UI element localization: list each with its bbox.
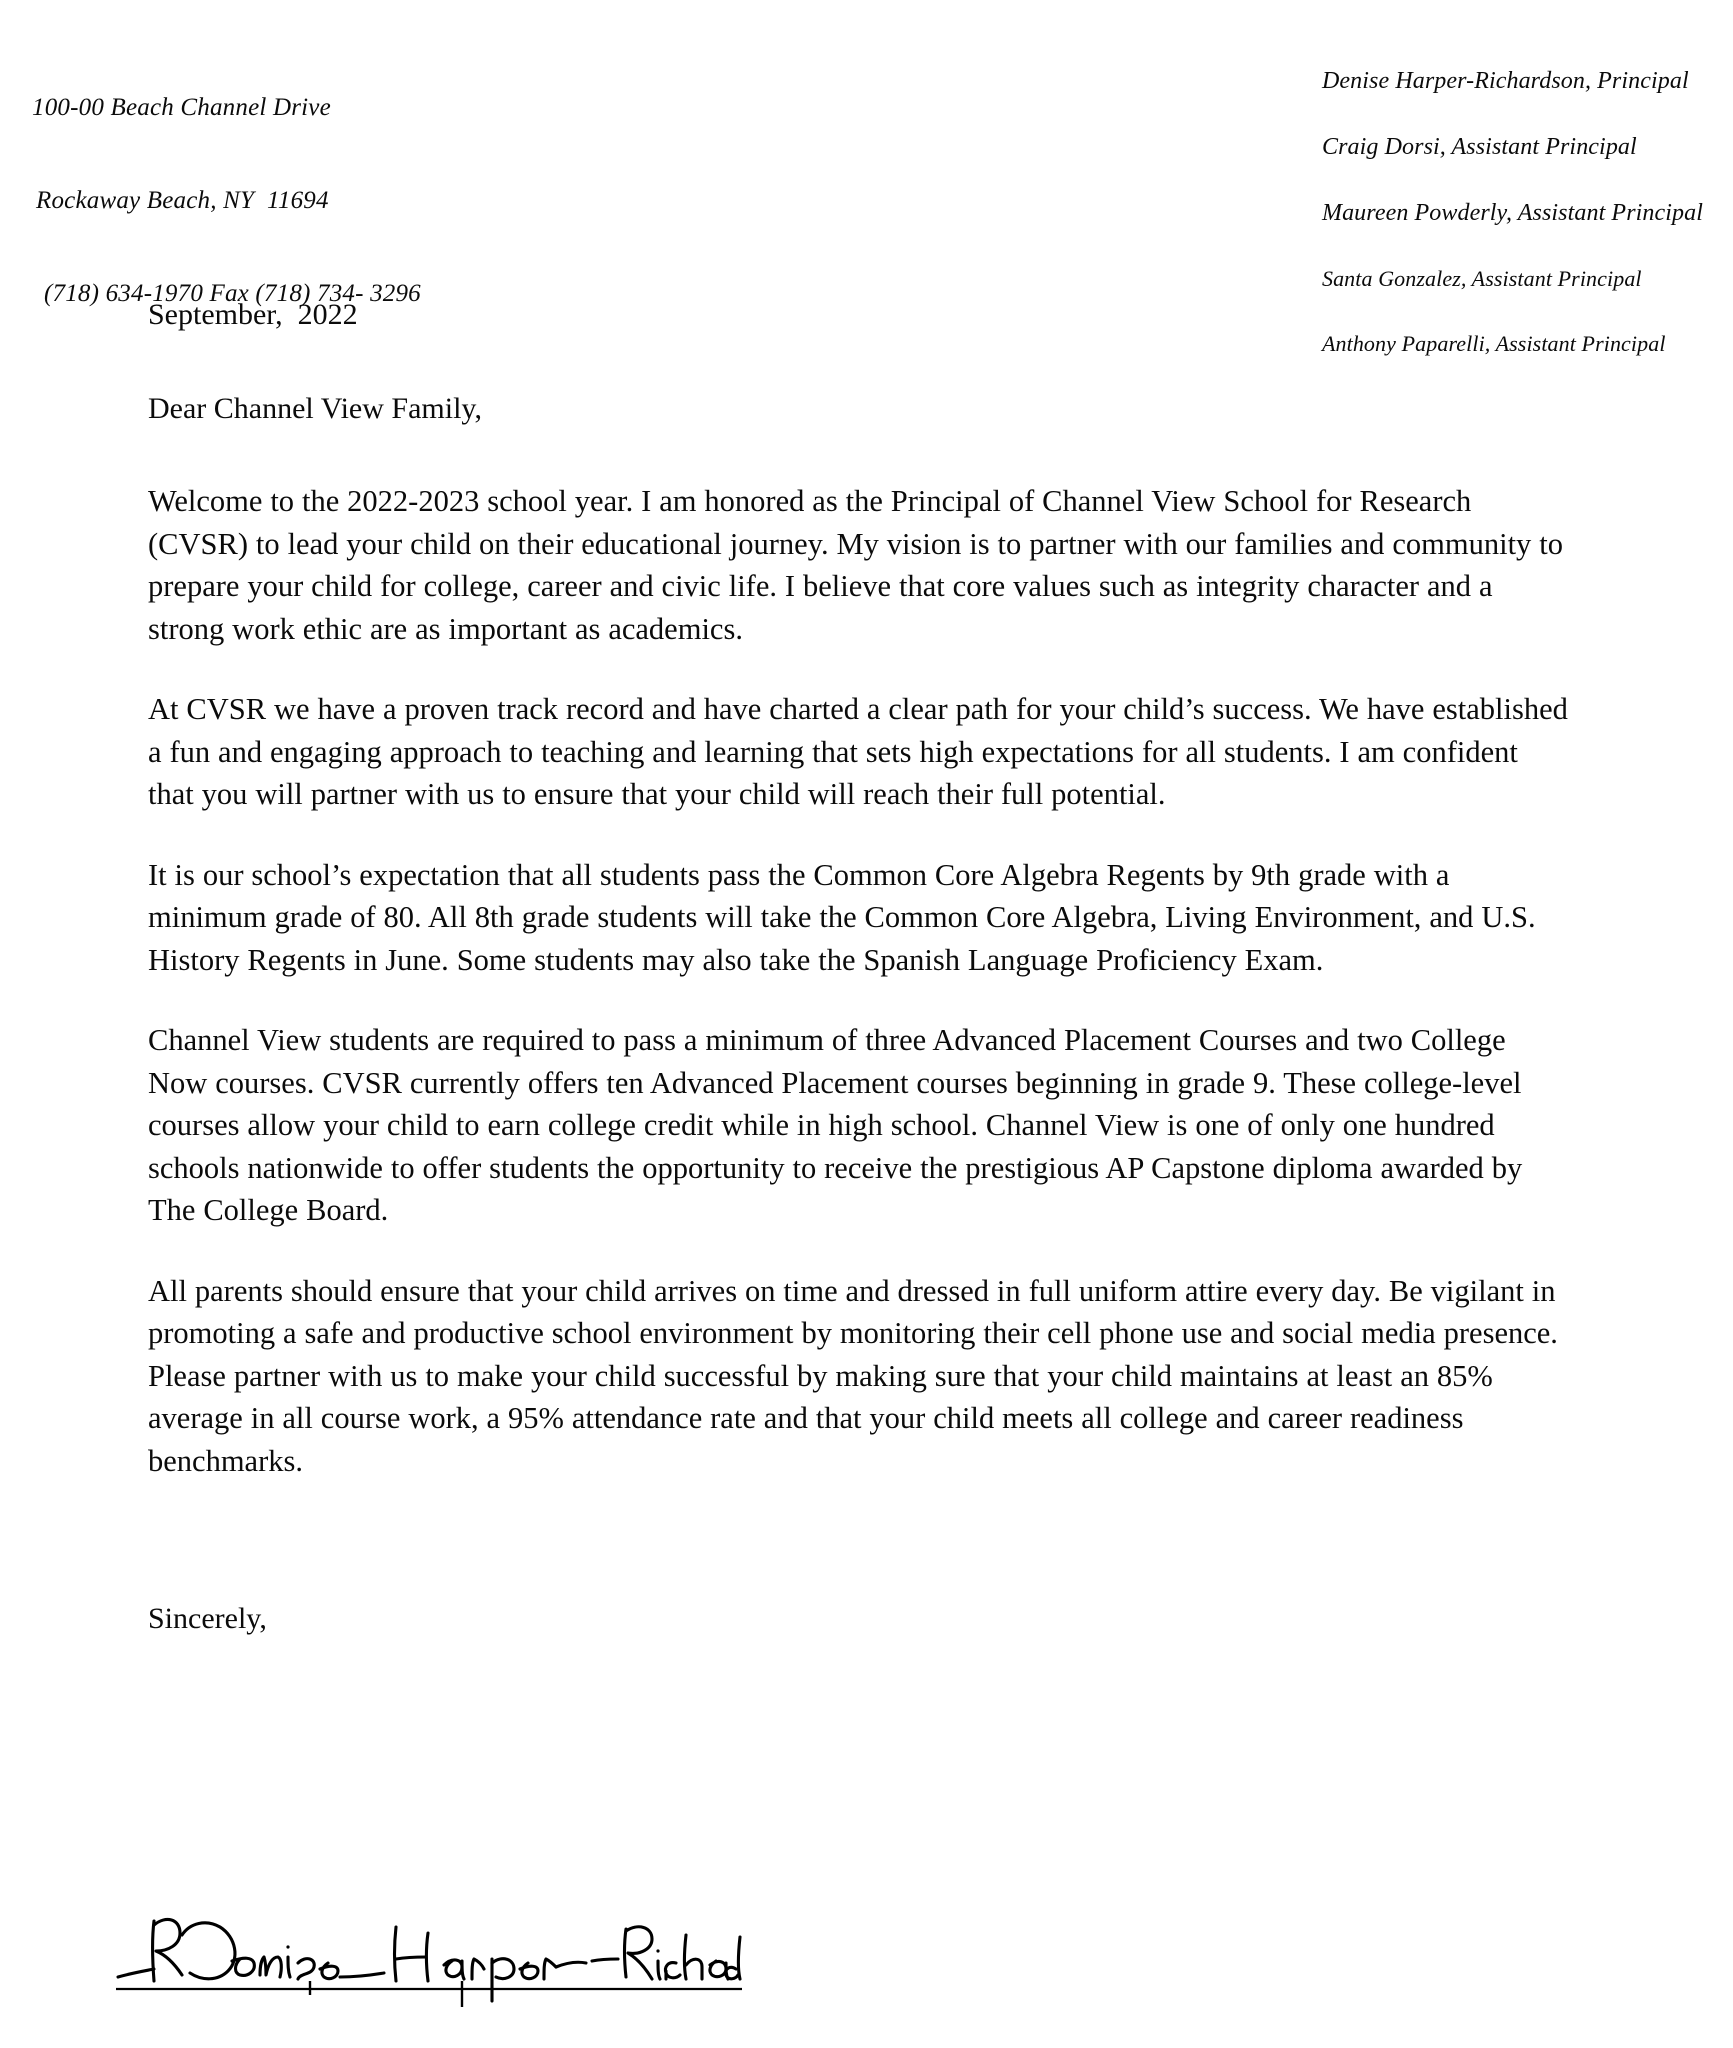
address-street: 100-00 Beach Channel Drive <box>32 94 331 121</box>
signature-block <box>110 1885 750 2015</box>
admin-assistant-principal-gonzalez: Santa Gonzalez, Assistant Principal <box>1321 266 1642 291</box>
letter-salutation: Dear Channel View Family, <box>148 392 482 425</box>
admin-principal: Denise Harper-Richardson, Principal <box>1321 68 1689 94</box>
letter-paragraph-5: All parents should ensure that your child arrives on time and dressed in full uniform attire every day. Be vigilant in promoting a safe and productive school environment by monitoring their cell phone use and social media presence. Please partner with us to make your child successful by making sure that your child maintains at least an 85% average in all course work, a 95% attendance rate and that your child meets all college and career readiness benchmarks. <box>148 1273 1558 1478</box>
letter-paragraph-1: Welcome to the 2022-2023 school year. I am honored as the Principal of Channel View School for Research (CVSR) to lead your child on their educational journey. My vision is to partner with our families and community to prepare your child for college, career and civic life. I believe that core values such as integrity character and a strong work ethic are as important as academics. <box>148 484 1563 646</box>
letter-body <box>148 296 1568 1638</box>
handwritten-signature-icon <box>110 1885 750 2015</box>
signature-descenders <box>310 1981 462 2007</box>
letter-paragraph-3: It is our school’s expectation that all students pass the Common Core Algebra Regents by 9th grade with a minimum grade of 80. All 8th grade students will take the Common Core Algebra, Living Environment, and U.S. History Regents in June. Some students may also take the Spanish Language Proficiency Exam. <box>148 857 1536 977</box>
address-phone-fax: (718) 634-1970 Fax (718) 734- 3296 <box>44 280 421 307</box>
letter-paragraph-2: At CVSR we have a proven track record and have charted a clear path for your child’s success. We have established a fun and engaging approach to teaching and learning that sets high expectations for all students. I am confident that you will partner with us to ensure that your child will reach their full potential. <box>148 692 1568 811</box>
admin-assistant-principal-paparelli: Anthony Paparelli, Assistant Principal <box>1321 331 1666 356</box>
admin-assistant-principal-powderly: Maureen Powderly, Assistant Principal <box>1321 200 1703 226</box>
letter-date: September, 2022 <box>148 298 358 331</box>
address-city-state-zip: Rockaway Beach, NY 11694 <box>36 187 329 214</box>
letter-closing: Sincerely, <box>148 1602 267 1635</box>
admin-assistant-principal-dorsi: Craig Dorsi, Assistant Principal <box>1321 134 1637 160</box>
letter-paragraph-4: Channel View students are required to pass a minimum of three Advanced Placement Courses and two College Now courses. CVSR currently offers ten Advanced Placement courses beginning in grade 9. These college-level courses allow your child to earn college credit while in high school. Channel View is one of only one hundred schools nationwide to offer students the opportunity to receive the prestigious AP Capstone diploma awarded by The College Board. <box>148 1023 1523 1227</box>
